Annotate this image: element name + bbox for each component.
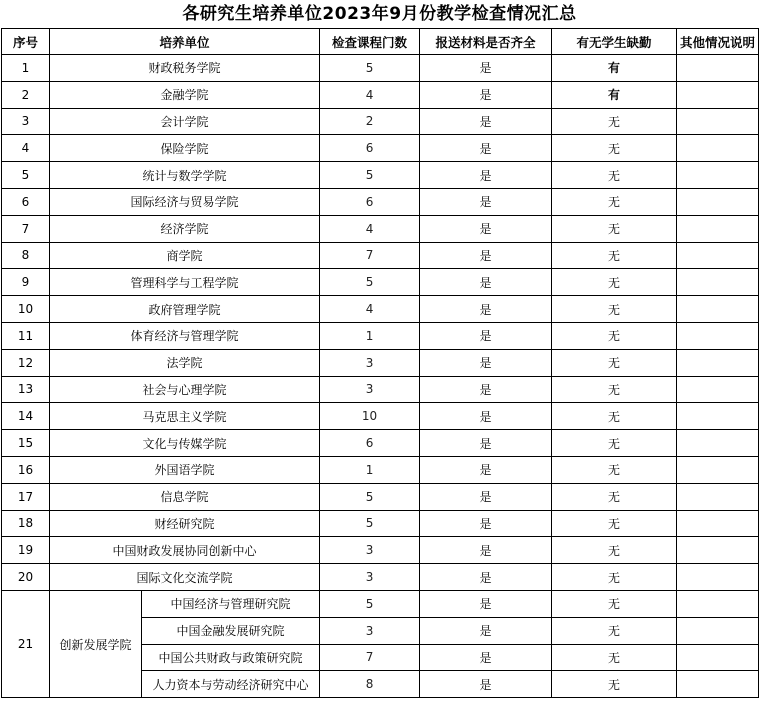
materials-complete: 是	[420, 590, 552, 617]
other-notes	[677, 537, 759, 564]
other-notes	[677, 55, 759, 82]
materials-complete: 是	[420, 135, 552, 162]
inspection-table	[1, 28, 759, 698]
subunit-name: 人力资本与劳动经济研究中心	[142, 671, 320, 698]
unit-name: 保险学院	[50, 135, 320, 162]
absence-status: 无	[552, 376, 677, 403]
other-notes	[677, 456, 759, 483]
materials-complete: 是	[420, 269, 552, 296]
table-row	[2, 108, 759, 135]
course-count: 5	[320, 269, 420, 296]
unit-name: 社会与心理学院	[50, 376, 320, 403]
course-count: 3	[320, 376, 420, 403]
absence-status: 无	[552, 242, 677, 269]
materials-complete: 是	[420, 403, 552, 430]
course-count: 5	[320, 483, 420, 510]
table-row	[2, 403, 759, 430]
course-count: 5	[320, 55, 420, 82]
materials-complete: 是	[420, 483, 552, 510]
unit-name: 财政税务学院	[50, 55, 320, 82]
row-number: 14	[2, 403, 50, 430]
other-notes	[677, 322, 759, 349]
absence-status: 无	[552, 215, 677, 242]
table-body	[2, 55, 759, 698]
other-notes	[677, 349, 759, 376]
other-notes	[677, 81, 759, 108]
other-notes	[677, 671, 759, 698]
absence-status: 有	[552, 81, 677, 108]
course-count: 6	[320, 430, 420, 457]
absence-status: 有	[552, 55, 677, 82]
report-title: 各研究生培养单位2023年9月份教学检查情况汇总	[182, 4, 577, 24]
absence-status: 无	[552, 269, 677, 296]
other-notes	[677, 376, 759, 403]
course-count: 3	[320, 617, 420, 644]
other-notes	[677, 296, 759, 323]
course-count: 7	[320, 644, 420, 671]
materials-complete: 是	[420, 349, 552, 376]
unit-name: 国际经济与贸易学院	[50, 188, 320, 215]
course-count: 1	[320, 456, 420, 483]
course-count: 1	[320, 322, 420, 349]
materials-complete: 是	[420, 215, 552, 242]
row-number: 6	[2, 188, 50, 215]
table-row	[2, 376, 759, 403]
course-count: 3	[320, 537, 420, 564]
unit-name: 商学院	[50, 242, 320, 269]
unit-name: 财经研究院	[50, 510, 320, 537]
materials-complete: 是	[420, 188, 552, 215]
absence-status: 无	[552, 322, 677, 349]
table-row	[2, 55, 759, 82]
course-count: 3	[320, 349, 420, 376]
course-count: 2	[320, 108, 420, 135]
header-row	[2, 29, 759, 55]
header-note: 其他情况说明	[677, 29, 759, 55]
materials-complete: 是	[420, 510, 552, 537]
unit-name: 金融学院	[50, 81, 320, 108]
course-count: 5	[320, 590, 420, 617]
other-notes	[677, 590, 759, 617]
course-count: 7	[320, 242, 420, 269]
absence-status: 无	[552, 162, 677, 189]
absence-status: 无	[552, 456, 677, 483]
header-courses: 检查课程门数	[320, 29, 420, 55]
materials-complete: 是	[420, 456, 552, 483]
materials-complete: 是	[420, 55, 552, 82]
course-count: 6	[320, 135, 420, 162]
table-row	[2, 349, 759, 376]
unit-name: 经济学院	[50, 215, 320, 242]
course-count: 3	[320, 564, 420, 591]
other-notes	[677, 188, 759, 215]
materials-complete: 是	[420, 162, 552, 189]
table-row	[2, 215, 759, 242]
table-row	[2, 510, 759, 537]
table-row	[2, 188, 759, 215]
row-number: 4	[2, 135, 50, 162]
unit-name: 体育经济与管理学院	[50, 322, 320, 349]
course-count: 6	[320, 188, 420, 215]
unit-name: 会计学院	[50, 108, 320, 135]
other-notes	[677, 644, 759, 671]
row-number: 19	[2, 537, 50, 564]
other-notes	[677, 135, 759, 162]
table-row	[2, 81, 759, 108]
course-count: 5	[320, 510, 420, 537]
absence-status: 无	[552, 403, 677, 430]
row-number: 3	[2, 108, 50, 135]
course-count: 4	[320, 81, 420, 108]
row-number: 9	[2, 269, 50, 296]
table-row	[2, 296, 759, 323]
header-no: 序号	[2, 29, 50, 55]
course-count: 10	[320, 403, 420, 430]
row-number: 2	[2, 81, 50, 108]
header-unit: 培养单位	[50, 29, 320, 55]
materials-complete: 是	[420, 322, 552, 349]
absence-status: 无	[552, 135, 677, 162]
unit-name: 马克思主义学院	[50, 403, 320, 430]
course-count: 5	[320, 162, 420, 189]
row-number: 20	[2, 564, 50, 591]
absence-status: 无	[552, 617, 677, 644]
other-notes	[677, 162, 759, 189]
course-count: 4	[320, 215, 420, 242]
other-notes	[677, 430, 759, 457]
absence-status: 无	[552, 564, 677, 591]
table-row	[2, 564, 759, 591]
table-row	[2, 322, 759, 349]
row-number: 7	[2, 215, 50, 242]
absence-status: 无	[552, 590, 677, 617]
table-row	[2, 590, 759, 617]
materials-complete: 是	[420, 376, 552, 403]
unit-name: 统计与数学学院	[50, 162, 320, 189]
course-count: 8	[320, 671, 420, 698]
table-row	[2, 456, 759, 483]
row-number: 15	[2, 430, 50, 457]
table-row	[2, 483, 759, 510]
other-notes	[677, 269, 759, 296]
absence-status: 无	[552, 296, 677, 323]
unit-name: 文化与传媒学院	[50, 430, 320, 457]
absence-status: 无	[552, 430, 677, 457]
table-row	[2, 269, 759, 296]
course-count: 4	[320, 296, 420, 323]
other-notes	[677, 510, 759, 537]
other-notes	[677, 108, 759, 135]
unit-name: 政府管理学院	[50, 296, 320, 323]
materials-complete: 是	[420, 430, 552, 457]
materials-complete: 是	[420, 617, 552, 644]
other-notes	[677, 242, 759, 269]
unit-name: 管理科学与工程学院	[50, 269, 320, 296]
row-number: 11	[2, 322, 50, 349]
table-row	[2, 242, 759, 269]
materials-complete: 是	[420, 537, 552, 564]
unit-name: 外国语学院	[50, 456, 320, 483]
row-number: 8	[2, 242, 50, 269]
unit-name: 中国财政发展协同创新中心	[50, 537, 320, 564]
materials-complete: 是	[420, 644, 552, 671]
other-notes	[677, 617, 759, 644]
row-number: 13	[2, 376, 50, 403]
materials-complete: 是	[420, 296, 552, 323]
absence-status: 无	[552, 671, 677, 698]
unit-name: 信息学院	[50, 483, 320, 510]
table-row	[2, 135, 759, 162]
unit-name: 法学院	[50, 349, 320, 376]
subunit-name: 中国公共财政与政策研究院	[142, 644, 320, 671]
row-number: 18	[2, 510, 50, 537]
unit-name: 国际文化交流学院	[50, 564, 320, 591]
absence-status: 无	[552, 644, 677, 671]
row-number: 12	[2, 349, 50, 376]
absence-status: 无	[552, 188, 677, 215]
table-row	[2, 430, 759, 457]
row-number: 5	[2, 162, 50, 189]
row-number: 17	[2, 483, 50, 510]
table-row	[2, 162, 759, 189]
materials-complete: 是	[420, 242, 552, 269]
materials-complete: 是	[420, 108, 552, 135]
subunit-name: 中国经济与管理研究院	[142, 590, 320, 617]
absence-status: 无	[552, 108, 677, 135]
materials-complete: 是	[420, 671, 552, 698]
other-notes	[677, 403, 759, 430]
header-complete: 报送材料是否齐全	[420, 29, 552, 55]
row-number: 21	[2, 590, 50, 697]
absence-status: 无	[552, 510, 677, 537]
unit-name: 创新发展学院	[50, 590, 142, 697]
header-absent: 有无学生缺勤	[552, 29, 677, 55]
subunit-name: 中国金融发展研究院	[142, 617, 320, 644]
other-notes	[677, 564, 759, 591]
absence-status: 无	[552, 537, 677, 564]
materials-complete: 是	[420, 564, 552, 591]
row-number: 1	[2, 55, 50, 82]
materials-complete: 是	[420, 81, 552, 108]
absence-status: 无	[552, 483, 677, 510]
other-notes	[677, 483, 759, 510]
row-number: 10	[2, 296, 50, 323]
row-number: 16	[2, 456, 50, 483]
absence-status: 无	[552, 349, 677, 376]
other-notes	[677, 215, 759, 242]
table-row	[2, 537, 759, 564]
